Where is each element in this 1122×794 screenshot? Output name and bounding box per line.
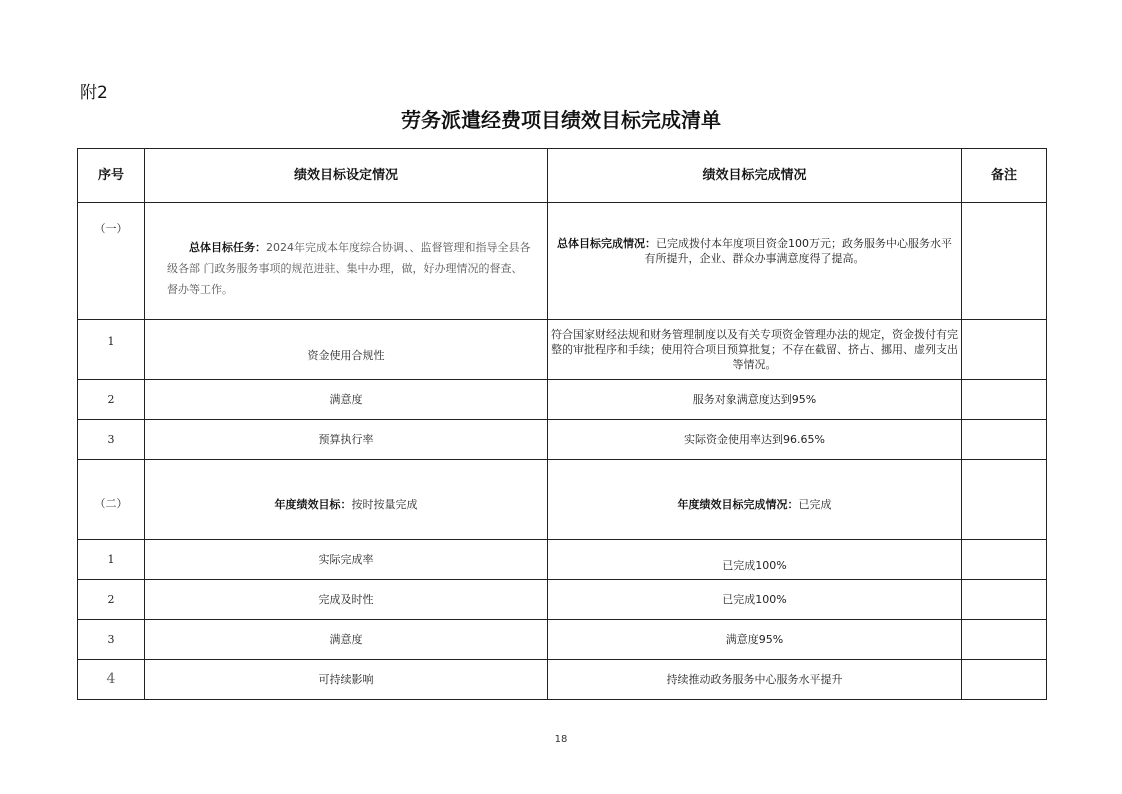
section2-row (78, 460, 1047, 540)
row2-2-remark (962, 580, 1047, 620)
row2-3-completion: 满意度95% (548, 620, 962, 660)
table-row (78, 380, 1047, 420)
row2-1-seq: 1 (78, 540, 145, 580)
row2-1-target: 实际完成率 (145, 540, 548, 580)
table-row (78, 540, 1047, 580)
header-remark: 备注 (962, 149, 1047, 203)
section1-completion-label: 总体目标完成情况： (557, 237, 656, 250)
row2-3-seq: 3 (78, 620, 145, 660)
section1-completion-text: 已完成拨付本年度项目资金100万元；政务服务中心服务水平有所提升，企业、群众办事满意度得了提高。 (644, 237, 952, 265)
performance-table (77, 148, 1047, 700)
table-row (78, 580, 1047, 620)
table-row (78, 320, 1047, 380)
row1-1-remark (962, 320, 1047, 380)
row1-1-completion: 符合国家财经法规和财务管理制度以及有关专项资金管理办法的规定，资金拨付有完整的审批程序和手续；使用符合项目预算批复；不存在截留、挤占、挪用、虚列支出等情况。 (548, 320, 962, 380)
section2-remark (962, 460, 1047, 540)
row2-4-completion: 持续推动政务服务中心服务水平提升 (548, 660, 962, 700)
section1-target (145, 203, 548, 320)
page-title: 劳务派遣经费项目绩效目标完成清单 (401, 108, 721, 132)
section2-completion-label: 年度绩效目标完成情况： (677, 498, 799, 511)
row1-3-seq: 3 (78, 420, 145, 460)
row1-1-target: 资金使用合规性 (145, 320, 548, 380)
row1-1-seq: 1 (78, 320, 145, 380)
row2-1-completion: 已完成100% (548, 540, 962, 580)
row1-2-remark (962, 380, 1047, 420)
appendix-label: 附2 (80, 83, 108, 103)
row2-2-completion: 已完成100% (548, 580, 962, 620)
page-number: 18 (554, 734, 568, 745)
row2-3-target: 满意度 (145, 620, 548, 660)
section2-seq: （二） (78, 460, 145, 540)
table-row (78, 660, 1047, 700)
section2-completion-text: 已完成 (798, 498, 832, 511)
section2-completion (548, 460, 962, 540)
row2-4-seq: 4 (78, 660, 145, 700)
section1-completion (548, 203, 962, 320)
section1-target-label: 总体目标任务： (189, 241, 266, 254)
section2-target-text: 按时按量完成 (351, 498, 418, 511)
section2-target (145, 460, 548, 540)
row1-3-target: 预算执行率 (145, 420, 548, 460)
row2-4-target: 可持续影响 (145, 660, 548, 700)
row1-2-completion: 服务对象满意度达到95% (548, 380, 962, 420)
header-target: 绩效目标设定情况 (145, 149, 548, 203)
row2-3-remark (962, 620, 1047, 660)
section1-seq: （一） (78, 203, 145, 320)
row1-2-seq: 2 (78, 380, 145, 420)
row2-4-remark (962, 660, 1047, 700)
section1-target-text: 2024年完成本年度综合协调、、监督管理和指导全县各级各部 门政务服务事项的规范进驻、集中办理，做，好办理情况的督查、督办等工作。 (167, 241, 531, 296)
section2-target-label: 年度绩效目标： (274, 498, 352, 511)
section1-row (78, 203, 1047, 320)
header-completion: 绩效目标完成情况 (548, 149, 962, 203)
table-row (78, 620, 1047, 660)
row2-2-seq: 2 (78, 580, 145, 620)
table-header-row (78, 149, 1047, 203)
row1-3-completion: 实际资金使用率达到96.65% (548, 420, 962, 460)
table-row (78, 420, 1047, 460)
row1-3-remark (962, 420, 1047, 460)
row2-2-target: 完成及时性 (145, 580, 548, 620)
row2-1-remark (962, 540, 1047, 580)
section1-remark (962, 203, 1047, 320)
header-seq: 序号 (78, 149, 145, 203)
row1-2-target: 满意度 (145, 380, 548, 420)
